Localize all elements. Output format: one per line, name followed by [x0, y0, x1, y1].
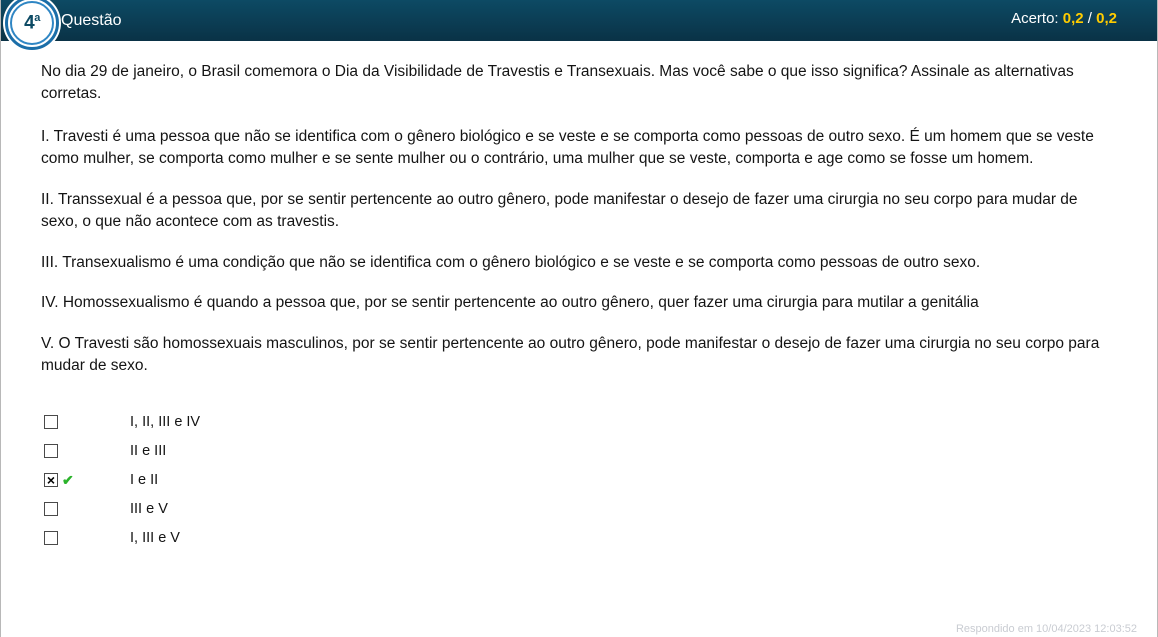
score-separator: /	[1087, 10, 1092, 27]
score-obtained: 0,2	[1062, 10, 1084, 27]
option-label: I e II	[130, 472, 159, 489]
statement-v: V. O Travesti são homossexuais masculinos, por se sentir pertencente ao outro gênero, pode manifestar o desejo de fazer uma cirurgia no seu corpo para mudar de sexo.	[41, 334, 1100, 375]
answer-option[interactable]	[41, 524, 1117, 553]
option-checkbox[interactable]	[44, 415, 58, 429]
question-number-value: 4	[24, 12, 35, 34]
option-label: I, II, III e IV	[130, 414, 201, 431]
answer-option-selected[interactable]	[41, 466, 1117, 495]
answer-options-list	[41, 408, 1117, 553]
option-checkbox-checked[interactable]	[44, 473, 58, 487]
answer-option[interactable]	[41, 408, 1117, 437]
question-header-bar	[1, 0, 1157, 41]
answer-option[interactable]	[41, 495, 1117, 524]
option-checkbox[interactable]	[44, 531, 58, 545]
option-label: III e V	[130, 501, 168, 518]
option-label: II e III	[130, 443, 167, 460]
statement-iv: IV. Homossexualismo é quando a pessoa que, por se sentir pertencente ao outro gênero, quer fazer uma cirurgia para mutilar a genitália	[41, 294, 979, 312]
question-prompt: No dia 29 de janeiro, o Brasil comemora o Dia da Visibilidade de Travestis e Transexuais. Mas você sabe o que isso significa? Assinale as alternativas corretas.	[41, 63, 1074, 103]
statement-ii: II. Transsexual é a pessoa que, por se sentir pertencente ao outro gênero, pode manifestar o desejo de fazer uma cirurgia no seu corpo para mudar de sexo, o que não acontece com as travestis.	[41, 190, 1078, 231]
statement-i: I. Travesti é uma pessoa que não se identifica com o gênero biológico e se veste e se comporta como pessoas de outro sexo. É um homem que se veste como mulher, se comporta como mulher e se sente mulher ou o contrário, uma mulher que se veste, comporta e age como se fosse um homem.	[41, 127, 1094, 168]
score-total: 0,2	[1096, 10, 1117, 27]
question-number-suffix: a	[34, 11, 40, 24]
answered-timestamp: Respondido em 10/04/2023 12:03:52	[955, 623, 1137, 635]
score-display	[1011, 10, 1117, 27]
question-content	[1, 41, 1157, 553]
question-number-text	[24, 12, 40, 34]
correct-answer-check-icon: ✔	[62, 472, 74, 489]
score-label: Acerto:	[1011, 10, 1059, 27]
option-label: I, III e V	[130, 530, 180, 547]
page-title: Questão	[61, 11, 122, 29]
statement-iii: III. Transexualismo é uma condição que não se identifica com o gênero biológico e se veste e se comporta como pessoas de outro sexo.	[41, 253, 981, 271]
option-checkbox[interactable]	[44, 502, 58, 516]
question-number-badge-inner	[10, 1, 54, 45]
option-checkbox[interactable]	[44, 444, 58, 458]
answer-option[interactable]	[41, 437, 1117, 466]
